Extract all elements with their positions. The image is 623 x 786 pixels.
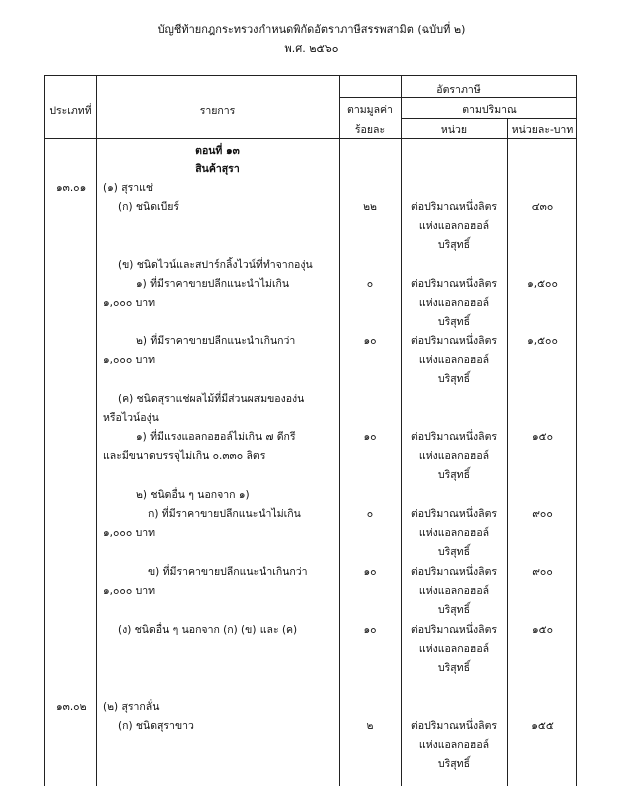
section-subtitle: สินค้าสุรา [195,163,240,175]
rate-cell: ๙๐๐ [532,508,553,520]
rate-cell: ๔๓๐ [531,201,554,213]
unit-cell: ต่อปริมาณหนึ่งลิตร [410,508,498,520]
item-text: (ข) ชนิดไวน์และสปาร์กลิ้งไวน์ที่ทำจากองุ่น [118,259,313,271]
unit-cell: บริสุทธิ์ [437,758,471,770]
item-text: (ก) ชนิดเบียร์ [118,201,180,213]
item-text: (ก) ชนิดสุราขาว [118,720,194,732]
grid-line [401,118,576,119]
unit-cell: ต่อปริมาณหนึ่งลิตร [410,566,498,578]
grid-line [45,138,576,139]
rate-cell: ๑,๕๐๐ [527,335,558,347]
unit-cell: แห่งแอลกอฮอล์ [418,527,490,539]
percent-cell: ๑๐ [363,335,377,347]
unit-cell: บริสุทธิ์ [437,604,471,616]
percent-cell: ๑๐ [363,566,377,578]
percent-cell: ๑๐ [363,431,377,443]
header-percent: ร้อยละ [354,124,386,136]
header-per-unit-baht: หน่วยละ-บาท [511,124,574,136]
unit-cell: บริสุทธิ์ [437,373,471,385]
unit-cell: บริสุทธิ์ [437,316,471,328]
item-text: ๑,๐๐๐ บาท [103,354,156,366]
unit-cell: แห่งแอลกอฮอล์ [418,450,490,462]
item-text: ๑) ที่มีแรงแอลกอฮอล์ไม่เกิน ๗ ดีกรี [136,431,296,443]
document-title: บัญชีท้ายกฎกระทรวงกำหนดพิกัดอัตราภาษีสรรพสามิต (ฉบับที่ ๒) [157,23,466,36]
percent-cell: ๒ [366,720,374,732]
code-cell: ๑๓.๐๒ [56,701,87,713]
header-type: ประเภทที่ [49,105,92,117]
item-text: ๑,๐๐๐ บาท [103,527,156,539]
item-text: ๒) ที่มีราคาขายปลีกแนะนำเกินกว่า [136,335,296,347]
unit-cell: แห่งแอลกอฮอล์ [418,220,490,232]
header-item: รายการ [199,105,236,117]
item-text: ข) ที่มีราคาขายปลีกแนะนำเกินกว่า [148,566,308,578]
rate-cell: ๑,๕๐๐ [527,278,558,290]
unit-cell: แห่งแอลกอฮอล์ [418,643,490,655]
unit-cell: แห่งแอลกอฮอล์ [418,297,490,309]
unit-cell: บริสุทธิ์ [437,662,471,674]
unit-cell: แห่งแอลกอฮอล์ [418,585,490,597]
section-title: ตอนที่ ๑๓ [195,145,240,157]
percent-cell: ๐ [366,278,374,290]
item-text: ก) ที่มีราคาขายปลีกแนะนำไม่เกิน [148,508,301,520]
header-by-value: ตามมูลค่า [347,104,393,116]
item-text: ๑,๐๐๐ บาท [103,297,156,309]
rate-cell: ๑๕๐ [531,624,554,636]
unit-cell: ต่อปริมาณหนึ่งลิตร [410,201,498,213]
rate-cell: ๑๕๐ [531,431,554,443]
document-year: พ.ศ. ๒๕๖๐ [284,42,339,55]
unit-cell: บริสุทธิ์ [437,546,471,558]
unit-cell: ต่อปริมาณหนึ่งลิตร [410,720,498,732]
unit-cell: แห่งแอลกอฮอล์ [418,354,490,366]
grid-line [507,118,508,786]
unit-cell: ต่อปริมาณหนึ่งลิตร [410,335,498,347]
unit-cell: ต่อปริมาณหนึ่งลิตร [410,278,498,290]
header-unit: หน่วย [440,124,468,136]
item-text: (๒) สุรากลั่น [103,701,160,713]
item-text: (ง) ชนิดอื่น ๆ นอกจาก (ก) (ข) และ (ค) [118,624,298,636]
item-text: และมีขนาดบรรจุไม่เกิน ๐.๓๓๐ ลิตร [103,450,266,462]
rate-cell: ๙๐๐ [532,566,553,578]
unit-cell: ต่อปริมาณหนึ่งลิตร [410,624,498,636]
percent-cell: ๒๒ [363,201,377,213]
item-text: (ค) ชนิดสุราแช่ผลไม้ที่มีส่วนผสมขององ่น [118,393,305,405]
item-text: ๑) ที่มีราคาขายปลีกแนะนำไม่เกิน [136,278,290,290]
unit-cell: บริสุทธิ์ [437,469,471,481]
item-text: หรือไวน์องุ่น [103,412,159,424]
grid-line [96,76,97,786]
item-text: ๑,๐๐๐ บาท [103,585,156,597]
percent-cell: ๐ [366,508,374,520]
unit-cell: บริสุทธิ์ [437,239,471,251]
rate-cell: ๑๕๕ [531,720,554,732]
unit-cell: แห่งแอลกอฮอล์ [418,739,490,751]
item-text: ๒) ชนิดอื่น ๆ นอกจาก ๑) [136,489,250,501]
tax-table [44,75,577,786]
unit-cell: ต่อปริมาณหนึ่งลิตร [410,431,498,443]
code-cell: ๑๓.๐๑ [56,182,87,194]
percent-cell: ๑๐ [363,624,377,636]
header-tax-rate: อัตราภาษี [436,84,481,96]
item-text: (๑) สุราแช่ [103,182,154,194]
header-by-quantity: ตามปริมาณ [462,104,517,116]
